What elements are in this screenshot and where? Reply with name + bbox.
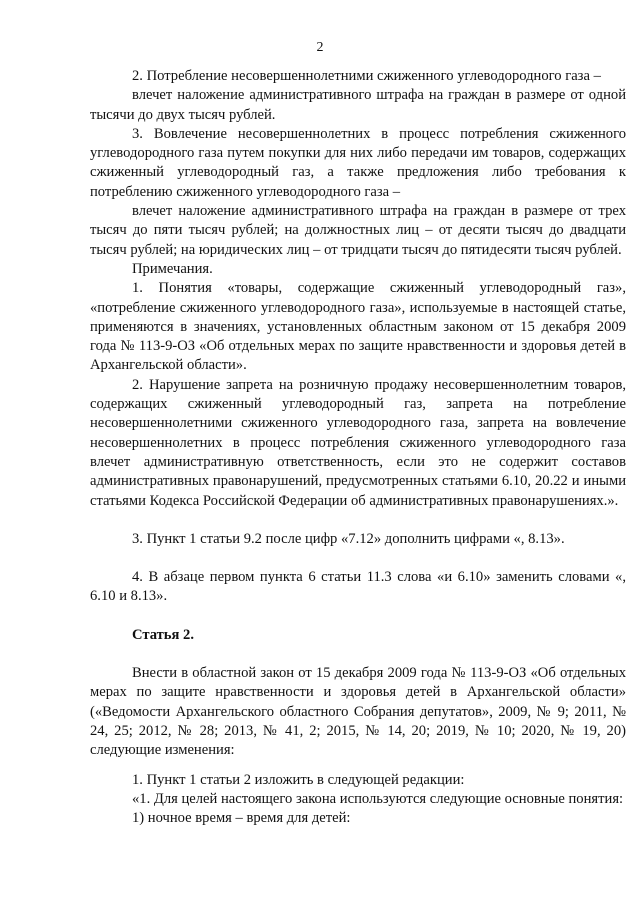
notes-label: Примечания.	[132, 260, 213, 277]
article-2-item-1: 1. Пункт 1 статьи 2 изложить в следующей редакции:	[132, 771, 465, 788]
paragraph-item-3: 3. Вовлечение несовершеннолетних в процесс потребления сжиженного углеводородного газа путем покупки для них либо передачи им товаров, содержащих сжиженный углеводородный газ, а также предложения либо требования к потреблению сжиженного углеводородного газа –	[90, 125, 626, 200]
article-2-intro: Внести в областной закон от 15 декабря 2009 года № 113-9-ОЗ «Об отдельных мерах по защите нравственности и здоровья детей в Архангельской области» («Ведомости Архангельского областного Собрания депутатов», 2009, № 9; 2011, № 24, 25; 2012, № 28; 2013, № 41, 2; 2015, № 14, 20; 2019, № 10; 2020, № 19, 20) следующие изменения:	[90, 665, 626, 759]
amendment-item-3: 3. Пункт 1 статьи 9.2 после цифр «7.12» дополнить цифрами «, 8.13».	[132, 530, 565, 547]
paragraph-item-2: 2. Потребление несовершеннолетними сжиженного углеводородного газа –	[132, 68, 601, 84]
article-heading: Статья 2.	[132, 626, 194, 643]
quoted-definition-intro: «1. Для целей настоящего закона используются следующие основные понятия:	[132, 790, 624, 807]
note-2: 2. Нарушение запрета на розничную продажу несовершеннолетним товаров, содержащих сжиженный углеводородный газ, запрета на потребление несовершеннолетними сжиженного углеводородного газа, запрета на вовлечение несовершеннолетних в процесс потребления сжиженного углеводородного газа влечет административную ответственность, если это не содержит составов административных правонарушений, предусмотренных статьями 6.10, 20.22 и иными статьями Кодекса Российской Федерации об административных правонарушениях.».	[90, 376, 626, 509]
definition-night-time: 1) ночное время – время для детей:	[132, 810, 351, 827]
paragraph-penalty-2: влечет наложение административного штрафа на граждан в размере от трех тысяч до пяти тысяч рублей; на должностных лиц – от десяти тысяч до двадцати тысяч рублей; на юридических лиц – от тридцати тысяч до пятидесяти тысяч рублей.	[90, 203, 626, 258]
document-body	[90, 67, 626, 828]
paragraph-penalty-1: влечет наложение административного штрафа на граждан в размере от одной тысячи до двух тысяч рублей.	[90, 87, 626, 123]
note-1: 1. Понятия «товары, содержащие сжиженный углеводородный газ», «потребление сжиженного углеводородного газа», используемые в настоящей статье, применяются в значениях, установленных областным законом от 15 декабря 2009 года № 113-9-ОЗ «Об отдельных мерах по защите нравственности и здоровья детей в Архангельской области».	[90, 280, 626, 374]
page-number: 2	[316, 40, 324, 55]
amendment-item-4: 4. В абзаце первом пункта 6 статьи 11.3 слова «и 6.10» заменить словами «, 6.10 и 8.13».	[90, 569, 626, 605]
